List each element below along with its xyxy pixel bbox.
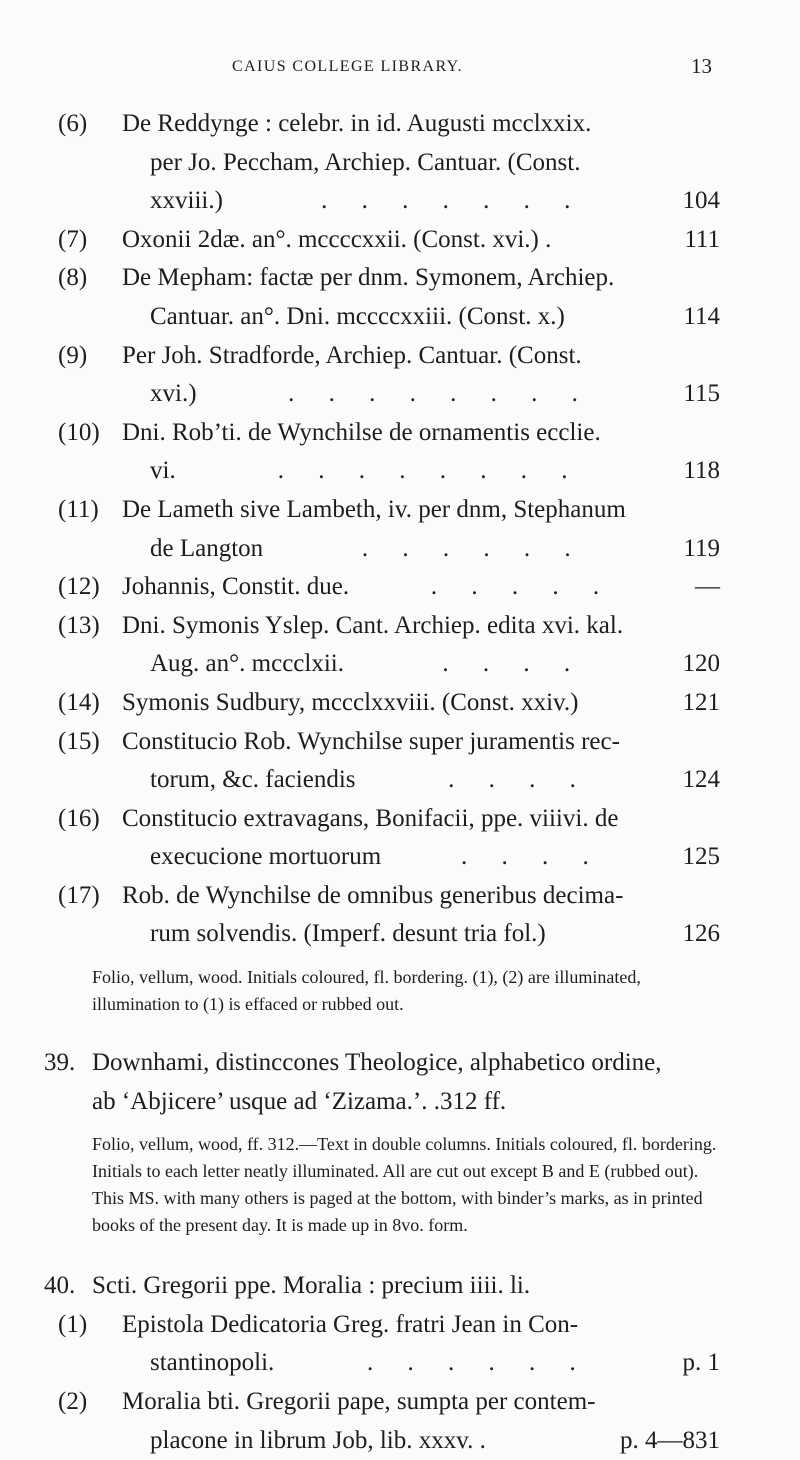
entry-line [122,375,720,414]
entry-lines [122,800,720,877]
leader-dots: . . . . . [430,573,614,601]
entry-text: per Jo. Peccham, Archiep. Cantuar. (Const. [150,148,581,176]
leader-dots: . . . . [448,766,590,794]
entry-list [0,105,800,1460]
entry-number: (12) [58,573,100,601]
entry-lines [122,877,720,954]
running-head [0,54,800,84]
entry-text: Epistola Dedicatoria Greg. fratri Jean in Con- [122,1310,579,1338]
leader-dots: . . [421,1087,440,1115]
entry-text: Dni. Symonis Yslep. Cant. Archiep. edita xvi. kal. [122,611,624,639]
catalogue-entry [0,607,800,684]
leader-dots: . . . . . . . [321,187,585,215]
entry-page: 115 [683,380,720,408]
entry-number: (8) [58,264,88,292]
catalogue-entry [0,259,800,336]
entry-lines [122,221,720,260]
entry-page: 119 [683,534,720,562]
item-text: ab ‘Abjicere’ usque ad ‘Zizama.’ [92,1087,422,1115]
entry-lines [122,1383,720,1460]
entry-text: Moralia bti. Gregorii pape, sumpta per contem- [122,1388,596,1416]
entry-number: (2) [58,1388,88,1416]
entry-line [122,298,720,337]
entry-line [122,877,720,916]
item-number: 39. [44,1049,76,1077]
entry-line [122,105,720,144]
catalogue-entry [0,800,800,877]
entry-text: Rob. de Wynchilse de omnibus generibus decima- [122,881,624,909]
entry-lines [122,723,720,800]
leader-dots [551,221,684,260]
entry-line [122,1344,720,1383]
entry-text: Johannis, Constit. due. [122,573,350,601]
catalogue-entry [0,337,800,414]
entry-page: 121 [682,688,720,716]
item-heading [92,1044,720,1121]
entry-line [122,723,720,762]
catalogue-entry [0,684,800,723]
entry-number: (15) [58,727,100,755]
entry-lines [122,105,720,221]
entry-line [122,452,720,491]
item-line [92,1044,720,1083]
item-page: 312 ff. [439,1087,507,1115]
leader-dots: . . . . . . [361,534,585,562]
page-number: 13 [691,54,712,78]
entry-lines [122,1306,720,1383]
catalogue-entry [0,221,800,260]
leader-dots [565,298,684,337]
entry-page: 126 [682,920,720,948]
entry-line [122,568,720,607]
entry-number: (9) [58,341,88,369]
leader-dots [578,684,682,723]
catalogue-entry [0,877,800,954]
entry-page: 111 [684,225,720,253]
entry-text: torum, &c. faciendis [150,766,356,794]
item-text: Downhami, distinccones Theologice, alphabetico ordine, [92,1049,662,1077]
leader-dots [486,1422,620,1460]
entry-text: rum solvendis. (Imperf. desunt tria fol.) [150,920,546,948]
catalogue-entry [0,414,800,491]
catalogue-entry [0,1383,800,1460]
catalogue-entry [0,723,800,800]
entry-text: Symonis Sudbury, mccclxxviii. (Const. xxiv.) [122,688,579,716]
entry-page: — [695,573,720,601]
entry-text: Constitucio Rob. Wynchilse super juramentis rec- [122,727,620,755]
entry-number: (11) [58,495,99,523]
catalogue-entry [0,105,800,221]
item-line [92,1267,720,1306]
entry-text: Dni. Rob’ti. de Wynchilse de ornamentis ecclie. [122,418,601,446]
leader-dots: . . . . . . . . [277,457,582,485]
entry-number: (16) [58,804,100,832]
item-heading [92,1267,720,1306]
item-text: Scti. Gregorii ppe. Moralia : precium iiii. li. [92,1272,531,1300]
description-note: Folio, vellum, wood. Initials coloured, fl. bordering. (1), (2) are illuminated, illumination to (1) is effaced or rubbed out. [92,967,641,1015]
catalogue-entry [0,491,800,568]
leader-dots: . . . . . . [367,1349,590,1377]
catalogue-item-39 [0,1044,800,1239]
entry-line [122,800,720,839]
entry-text: de Langton [150,534,264,562]
entry-page: 104 [682,187,720,215]
leader-dots: . . . . [442,650,585,678]
entry-line [122,144,720,183]
catalogue-entry [0,1306,800,1383]
catalogue-item-40 [0,1267,800,1460]
entry-number: (17) [58,881,100,909]
entry-text: xxviii.) [150,187,223,215]
entry-line [122,1306,720,1345]
entry-text: De Reddynge : celebr. in id. Augusti mcclxxix. [122,110,592,137]
entry-text: Aug. an°. mccclxii. [150,650,344,678]
entry-line [122,259,720,298]
entry-page: p. 4—831 [620,1426,720,1454]
entry-number: (6) [58,110,88,137]
entry-number: (14) [58,688,100,716]
entry-line [122,838,720,877]
entry-lines [122,491,720,568]
entry-text: Per Joh. Stradforde, Archiep. Cantuar. (Const. [122,341,582,369]
entry-text: Oxonii 2dæ. an°. mccccxxii. (Const. xvi.) . [122,225,552,253]
entry-line [122,337,720,376]
entry-page: 125 [682,843,720,871]
entry-text: stantinopoli. [150,1349,275,1377]
leader-dots [546,915,683,954]
entry-text: De Mepham: factæ per dnm. Symonem, Archiep. [122,264,615,292]
entry-line [122,491,720,530]
entry-page: 120 [682,650,720,678]
entry-text: placone in librum Job, lib. xxxv. . [150,1426,486,1454]
entry-lines [122,568,720,607]
item-line [92,1083,720,1122]
description-note: Folio, vellum, wood, ff. 312.—Text in double columns. Initials coloured, fl. bordering. Initials to each letter neatly illuminated. All are cut out except B and E (rubbed out). This MS. with many others is paged at the bottom, with binder’s marks, as in printed books of the present day. It is made up in 8vo. form. [92,1134,717,1236]
entry-page: p. 1 [682,1349,720,1377]
entry-page: 114 [683,302,720,330]
entry-line [122,761,720,800]
entry-page: 124 [682,766,720,794]
entry-line [122,684,720,723]
entry-number: (1) [58,1310,88,1338]
entry-lines [122,684,720,723]
catalogue-entry [0,568,800,607]
item-number: 40. [44,1272,76,1300]
entry-line [122,607,720,646]
leader-dots: . . . . [460,843,603,871]
entry-text: De Lameth sive Lambeth, iv. per dnm, Stephanum [122,495,626,523]
entry-line [122,645,720,684]
running-title: CAIUS COLLEGE LIBRARY. [232,58,463,75]
entry-text: vi. [150,457,176,485]
entry-line [122,414,720,453]
entry-text: Cantuar. an°. Dni. mccccxxiii. (Const. x.) [150,302,565,330]
entry-lines [122,414,720,491]
entry-lines [122,607,720,684]
entry-number: (7) [58,225,88,253]
entry-line [122,915,720,954]
entry-line [122,182,720,221]
entry-line [122,1383,720,1422]
entry-number: (10) [58,418,100,446]
entry-page: 118 [683,457,720,485]
entry-number: (13) [58,611,100,639]
leader-dots: . . . . . . . . [288,380,592,408]
entry-line [122,1422,720,1460]
entry-lines [122,337,720,414]
entry-lines [122,259,720,336]
entry-line [122,221,720,260]
entry-text: execucione mortuorum [150,843,382,871]
entry-line [122,530,720,569]
entry-text: Constitucio extravagans, Bonifacii, ppe. viiivi. de [122,804,619,832]
entry-text: xvi.) [150,380,197,408]
